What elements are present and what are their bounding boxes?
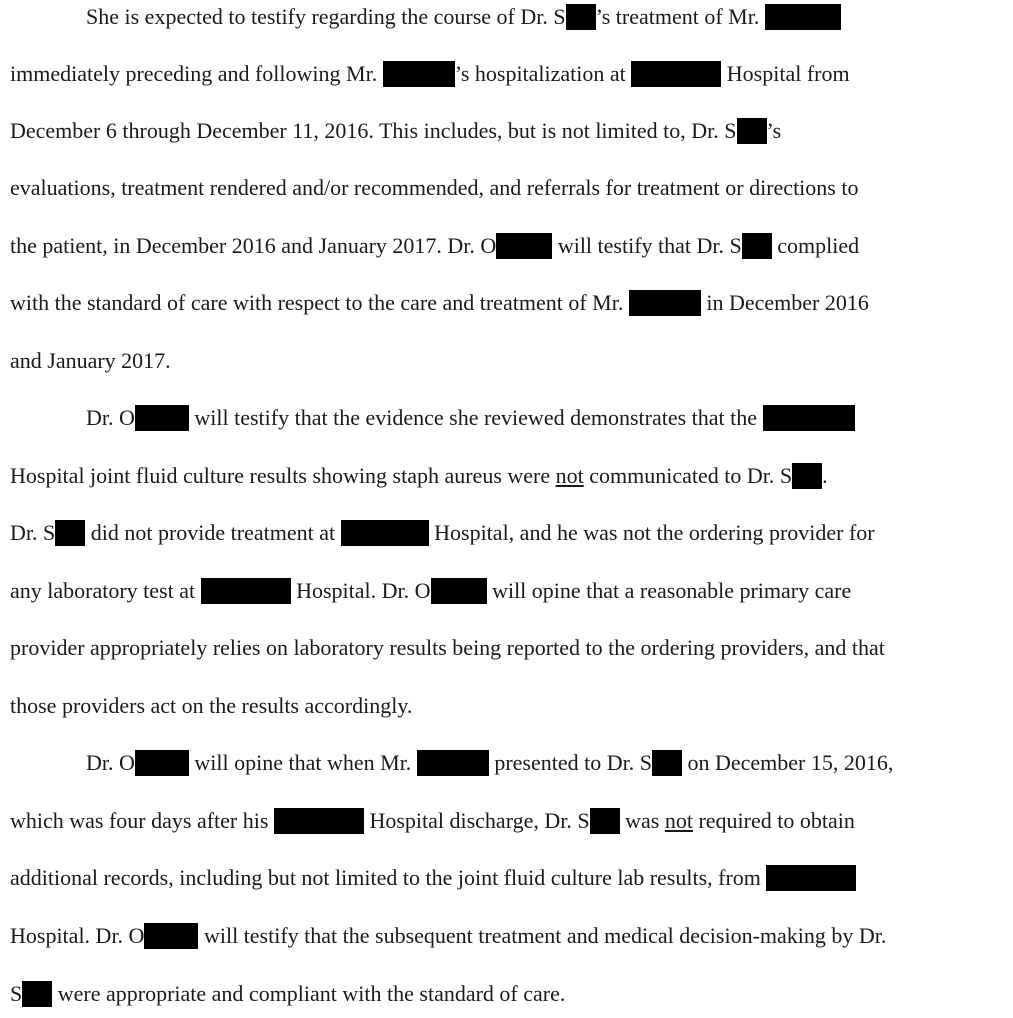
- paragraph-line: [10, 59, 850, 89]
- redaction-box: [22, 981, 52, 1007]
- text-segment: on December 15, 2016,: [681, 750, 894, 775]
- redaction-box: [55, 520, 85, 546]
- redaction-box: [201, 578, 291, 604]
- text-segment: Hospital. Dr. O: [10, 923, 145, 948]
- redaction-box: [631, 61, 721, 87]
- text-segment: the patient, in December 2016 and January 2017. Dr. O: [10, 233, 497, 258]
- text-segment: will opine that when Mr.: [188, 750, 417, 775]
- redaction-box: [742, 233, 772, 259]
- redaction-box: [566, 4, 596, 30]
- text-segment: Hospital from: [721, 61, 850, 86]
- text-segment: ’s: [766, 118, 782, 143]
- underlined-text: not: [664, 808, 693, 833]
- text-segment: Dr. S: [10, 520, 56, 545]
- text-segment: ’s treatment of Mr.: [595, 4, 765, 29]
- redaction-box: [737, 118, 767, 144]
- text-segment: .: [822, 463, 828, 488]
- text-segment: did not provide treatment at: [85, 520, 341, 545]
- paragraph-line: provider appropriately relies on laboratory results being reported to the ordering providers, and that: [10, 635, 885, 660]
- paragraph-line: [86, 748, 893, 778]
- text-segment: communicated to Dr. S: [583, 463, 793, 488]
- paragraph-line: [10, 576, 851, 606]
- redaction-box: [135, 750, 189, 776]
- text-segment: ’s hospitalization at: [454, 61, 632, 86]
- paragraph-line: [10, 461, 828, 491]
- redaction-box: [765, 4, 841, 30]
- text-segment: additional records, including but not limited to the joint fluid culture lab results, from: [10, 865, 767, 890]
- text-segment: with the standard of care with respect to the care and treatment of Mr.: [10, 290, 629, 315]
- redaction-box: [590, 808, 620, 834]
- redaction-box: [496, 233, 552, 259]
- text-segment: Dr. O: [86, 750, 135, 775]
- text-segment: were appropriate and compliant with the standard of care.: [52, 981, 566, 1006]
- paragraph-line: [10, 231, 859, 261]
- paragraph-line: [10, 979, 565, 1009]
- text-segment: Hospital joint fluid culture results showing staph aureus were: [10, 463, 556, 488]
- paragraph-line: [10, 518, 875, 548]
- text-segment: Dr. O: [86, 405, 135, 430]
- redaction-box: [341, 520, 429, 546]
- redaction-box: [766, 865, 856, 891]
- text-segment: presented to Dr. S: [488, 750, 652, 775]
- paragraph-line: [10, 806, 855, 836]
- paragraph-line: [86, 2, 841, 32]
- redaction-box: [629, 290, 701, 316]
- text-segment: was: [619, 808, 665, 833]
- paragraph-line: [10, 288, 869, 318]
- paragraph-line: those providers act on the results accordingly.: [10, 693, 413, 718]
- paragraph-line: [10, 921, 886, 951]
- redaction-box: [274, 808, 364, 834]
- paragraph-line: evaluations, treatment rendered and/or recommended, and referrals for treatment or directions to: [10, 175, 859, 200]
- text-segment: will opine that a reasonable primary care: [486, 578, 852, 603]
- redaction-box: [135, 405, 189, 431]
- paragraph-line: and January 2017.: [10, 348, 171, 373]
- text-segment: which was four days after his: [10, 808, 274, 833]
- paragraph-line: [10, 863, 856, 893]
- text-segment: required to obtain: [692, 808, 855, 833]
- redaction-box: [431, 578, 487, 604]
- underlined-text: not: [555, 463, 584, 488]
- text-segment: will testify that the subsequent treatment and medical decision-making by Dr.: [198, 923, 887, 948]
- text-segment: will testify that Dr. S: [552, 233, 742, 258]
- redaction-box: [417, 750, 489, 776]
- text-segment: Hospital discharge, Dr. S: [363, 808, 590, 833]
- text-segment: immediately preceding and following Mr.: [10, 61, 383, 86]
- text-segment: will testify that the evidence she reviewed demonstrates that the: [188, 405, 763, 430]
- paragraph-line: [86, 403, 855, 433]
- text-segment: Hospital. Dr. O: [290, 578, 431, 603]
- text-segment: S: [10, 981, 23, 1006]
- paragraph-line: [10, 116, 781, 146]
- text-segment: December 6 through December 11, 2016. This includes, but is not limited to, Dr. S: [10, 118, 737, 143]
- text-segment: in December 2016: [700, 290, 869, 315]
- redaction-box: [792, 463, 822, 489]
- redaction-box: [652, 750, 682, 776]
- text-segment: any laboratory test at: [10, 578, 201, 603]
- text-segment: complied: [771, 233, 860, 258]
- text-segment: Hospital, and he was not the ordering provider for: [428, 520, 875, 545]
- redaction-box: [763, 405, 855, 431]
- redaction-box: [383, 61, 455, 87]
- redaction-box: [144, 923, 198, 949]
- text-segment: She is expected to testify regarding the course of Dr. S: [86, 4, 566, 29]
